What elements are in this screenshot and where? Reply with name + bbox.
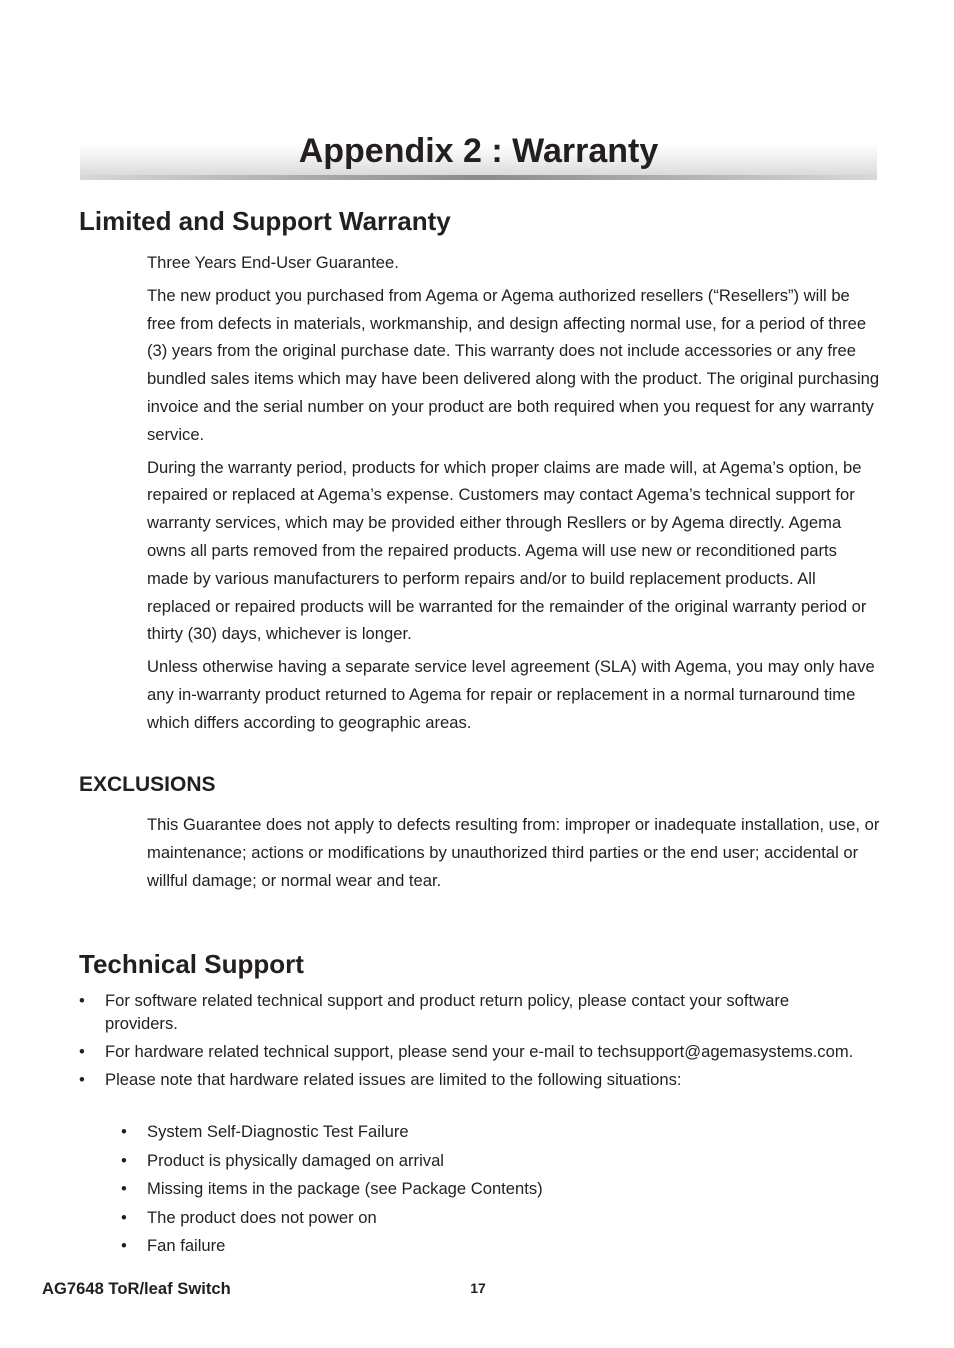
title-underline [80, 175, 877, 180]
list-item: • Please note that hardware related issues are limited to the following situations: [79, 1068, 859, 1091]
list-item: • For software related technical support and product return policy, please contact your software providers. [79, 989, 859, 1035]
list-item: • Fan failure [121, 1234, 821, 1257]
page-title: Appendix 2 : Warranty [298, 132, 659, 170]
section-heading-technical-support: Technical Support [79, 949, 304, 979]
paragraph-new-product: The new product you purchased from Agema or Agema authorized resellers (“Resellers”) will be free from defects in materials, workmanship, and design affecting normal use, for a period of three (3) years from the original purchase date. This warranty does not include accessories or any free bundled sales items which may have been delivered along with the product. The original purchasing invoice and the serial number on your product are both required when you request for any warranty service. [147, 285, 880, 444]
section-heading-limited-warranty: Limited and Support Warranty [79, 206, 451, 236]
paragraph-warranty-period: During the warranty period, products for which proper claims are made will, at Agema’s option, be repaired or replaced at Agema’s expense. Customers may contact Agema’s technical support for warranty services, which may be provided either through Resllers or by Agema directly. Agema owns all parts removed from the repaired products. Agema will use new or reconditioned parts made by various manufacturers to perform repairs and/or to build replacement products. All replaced or repaired products will be warranted for the remainder of the original warranty period or thirty (30) days, whichever is longer. [147, 457, 867, 644]
paragraph-guarantee: Three Years End-User Guarantee. [147, 253, 399, 272]
exclusions-body [147, 811, 882, 899]
technical-support-list [79, 989, 859, 1096]
section-heading-exclusions: EXCLUSIONS [79, 773, 216, 796]
list-item: • Product is physically damaged on arrival [121, 1149, 821, 1172]
list-item: • System Self-Diagnostic Test Failure [121, 1120, 821, 1143]
hardware-situations-list [121, 1120, 821, 1263]
list-item: • Missing items in the package (see Package Contents) [121, 1177, 821, 1200]
paragraph-sla: Unless otherwise having a separate service level agreement (SLA) with Agema, you may only have any in-warranty product returned to Agema for repair or replacement in a normal turnaround time which differs according to geographic areas. [147, 657, 875, 732]
footer-page-number: 17 [470, 1280, 486, 1296]
footer-product-name: AG7648 ToR/leaf Switch [42, 1279, 231, 1298]
paragraph-exclusions: This Guarantee does not apply to defects resulting from: improper or inadequate installation, use, or maintenance; actions or modifications by unauthorized third parties or the end user; accidental or willful damage; or normal wear and tear. [147, 815, 880, 890]
limited-warranty-body [147, 249, 882, 742]
list-item: • For hardware related technical support, please send your e-mail to techsupport@agemasystems.com. [79, 1040, 859, 1063]
list-item: • The product does not power on [121, 1206, 821, 1229]
